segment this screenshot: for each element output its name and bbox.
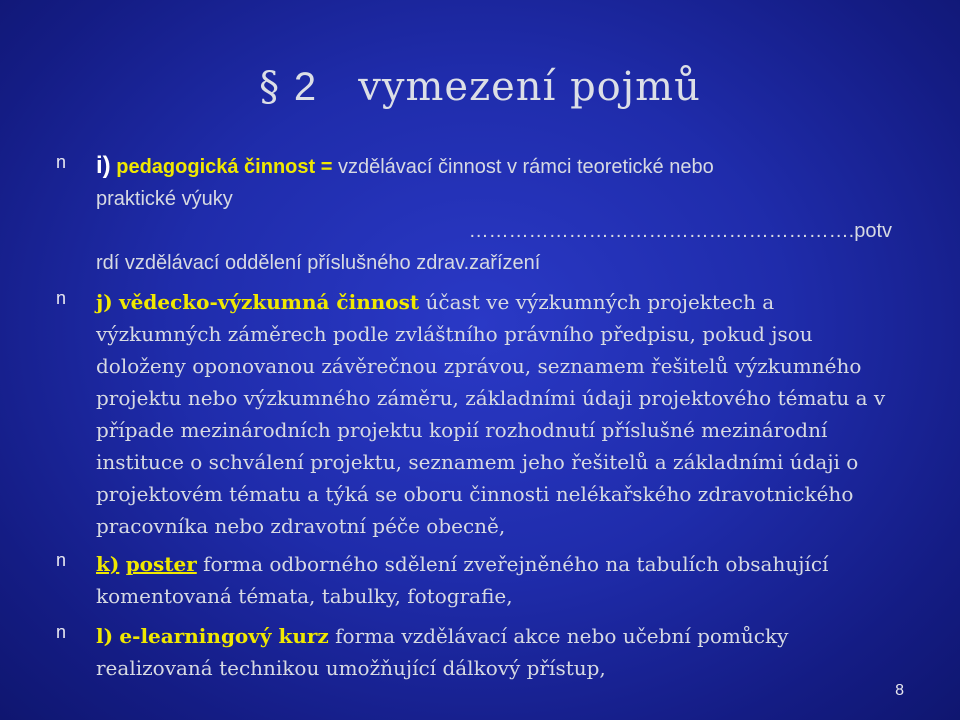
item-line: forma odborného sdělení zveřejněného na tabulích obsahující bbox=[203, 552, 829, 576]
bullet-marker: n bbox=[56, 288, 67, 308]
item-line: forma vzdělávací akce nebo učební pomůcky bbox=[335, 624, 789, 648]
item-keyword: vědecko-výzkumná činnost bbox=[119, 290, 420, 314]
bullet-marker: n bbox=[56, 622, 67, 642]
item-line: vzdělávací činnost v rámci teoretické nebo bbox=[337, 156, 714, 178]
item-line: ………………………………………………….potv bbox=[468, 220, 892, 242]
item-label: l) bbox=[96, 624, 114, 648]
item-line: účast ve výzkumných projektech a bbox=[425, 290, 775, 314]
section-number: 2 bbox=[293, 65, 318, 109]
item-line: instituce o schválení projektu, seznamem jeho řešitelů a základními údaji o bbox=[96, 450, 859, 474]
list-item-text bbox=[96, 150, 916, 279]
item-label: i) bbox=[96, 152, 111, 179]
item-line: doloženy oponovanou závěrečnou zprávou, seznamem řešitelů výzkumného bbox=[96, 354, 862, 378]
item-keyword: pedagogická činnost bbox=[116, 156, 316, 178]
item-keyword: poster bbox=[125, 552, 197, 576]
item-label: j) bbox=[96, 290, 113, 314]
bullet-marker: n bbox=[56, 152, 67, 172]
page-number: 8 bbox=[895, 682, 904, 699]
item-line: případe mezinárodních projektu kopií rozhodnutí příslušné mezinárodní bbox=[96, 418, 828, 442]
item-line: projektu nebo výzkumného záměru, základními údaji projektového tématu a v bbox=[96, 386, 886, 410]
item-label: k) bbox=[96, 552, 120, 576]
bullet-marker: n bbox=[56, 550, 67, 570]
list-item-text bbox=[96, 286, 916, 542]
item-line: výzkumných záměrech podle zvláštního právního předpisu, pokud jsou bbox=[96, 322, 813, 346]
item-line: rdí vzdělávací oddělení příslušného zdrav.zařízení bbox=[96, 252, 541, 274]
item-line: projektovém tématu a týká se oboru činnosti nelékařského zdravotnického bbox=[96, 482, 854, 506]
item-line: komentovaná témata, tabulky, fotografie, bbox=[96, 584, 513, 608]
section-sign: § bbox=[259, 64, 281, 110]
list-item-text bbox=[96, 620, 916, 684]
item-connector: = bbox=[315, 156, 338, 178]
item-keyword: e-learningový kurz bbox=[119, 624, 329, 648]
item-line: pracovníka nebo zdravotní péče obecně, bbox=[96, 514, 506, 538]
item-line: realizovaná technikou umožňující dálkový přístup, bbox=[96, 656, 606, 680]
slide-title bbox=[0, 64, 960, 110]
item-line: praktické výuky bbox=[96, 188, 233, 210]
list-item-text bbox=[96, 548, 916, 612]
title-text: vymezení pojmů bbox=[358, 64, 701, 110]
